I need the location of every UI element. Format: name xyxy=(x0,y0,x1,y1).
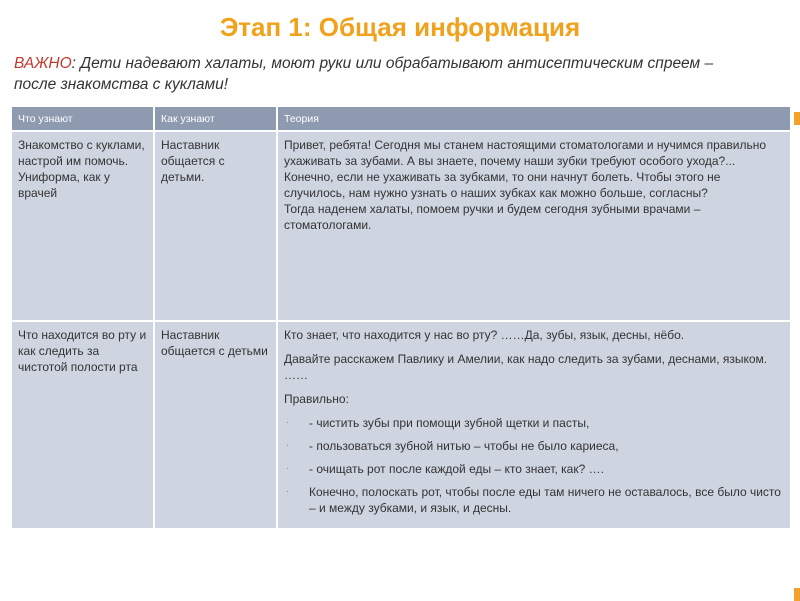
important-text: : Дети надевают халаты, моют руки или обрабатывают антисептическим спреем – после знакомства с куклами! xyxy=(14,55,714,93)
table-row xyxy=(11,321,791,529)
list-item: · - очищать рот после каждой еды – кто знает, как? …. xyxy=(284,461,784,477)
cell-theory xyxy=(277,321,791,529)
table-row xyxy=(11,131,791,321)
theory-text: Привет, ребята! Сегодня мы станем настоящими стоматологами и нучимся правильно ухаживать за зубами. А вы знаете, почему наши зубки требуют особого ухода?... Конечно, если не ухаживать за зубками, то они начнут болеть. Чтобы этого не случилось, нам нужно узнать о наших зубках как можно больше, согласны? xyxy=(284,138,767,200)
slide-marker-icon xyxy=(794,588,800,601)
cell-what: Знакомство с куклами, настрой им помочь. Униформа, как у врачей xyxy=(11,131,154,321)
slide-marker-icon xyxy=(794,112,800,125)
bullet-list xyxy=(284,415,784,516)
header-what: Что узнают xyxy=(11,106,154,131)
list-item: · - пользоваться зубной нитью – чтобы не было кариеса, xyxy=(284,438,784,454)
cell-what: Что находится во рту и как следить за чистотой полости рта xyxy=(11,321,154,529)
table-header-row xyxy=(11,106,791,131)
cell-how: Наставник общается с детьми. xyxy=(154,131,277,321)
cell-theory xyxy=(277,131,791,321)
list-item: · - чистить зубы при помощи зубной щетки и пасты, xyxy=(284,415,784,431)
important-label: ВАЖНО xyxy=(14,55,72,72)
theory-text-2: Тогда наденем халаты, помоем ручки и будем сегодня зубными врачами – стоматологами. xyxy=(284,202,701,232)
page-title: Этап 1: Общая информация xyxy=(219,12,581,42)
cell-how: Наставник общается с детьми xyxy=(154,321,277,529)
list-item: · Конечно, полоскать рот, чтобы после еды там ничего не оставалось, все было чисто – и между зубками, и язык, и десны. xyxy=(284,484,784,516)
header-how: Как узнают xyxy=(154,106,277,131)
important-note xyxy=(14,53,754,95)
theory-paragraph: Правильно: xyxy=(284,392,349,406)
header-theory: Теория xyxy=(277,106,791,131)
theory-paragraph: Давайте расскажем Павлику и Амелии, как надо следить за зубами, деснами, языком. …… xyxy=(284,352,768,382)
info-table xyxy=(10,105,792,530)
theory-paragraph: Кто знает, что находится у нас во рту? ……Да, зубы, язык, десны, нёбо. xyxy=(284,328,685,342)
